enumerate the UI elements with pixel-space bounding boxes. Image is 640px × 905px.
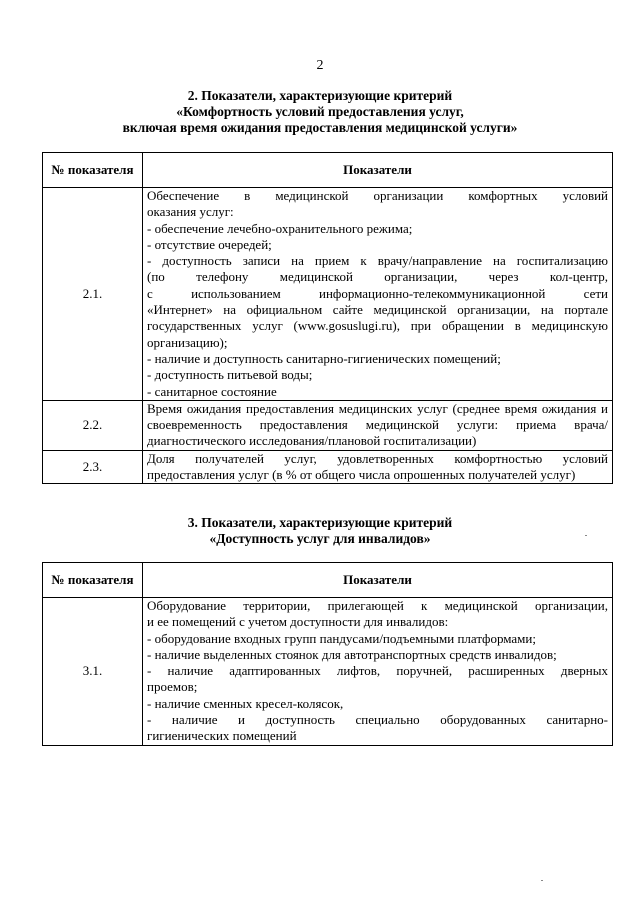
row-indicators: Оборудование территории, прилегающей к медицинской организации, и ее помещений с учетом доступности для инвалидов: - оборудование входных групп пандусами/подъемными платформами; - наличие выделенных стоянок для автотранспортных средств инвалидов; - наличие адаптированных лифтов, поручней, расширенных дверных проемов; - наличие сменных кресел-колясок, - наличие и доступность специально оборудованных санитарно- гигиенических помещений (143, 598, 613, 746)
column-header-indicators: Показатели (143, 153, 613, 188)
section-3-table (42, 562, 613, 746)
row-number: 2.1. (43, 188, 143, 401)
scan-speck (541, 880, 543, 881)
section-2-title: 2. Показатели, характеризующие критерий «Комфортность условий предоставления услуг, включая время ожидания предоставления медицинской услуги» (122, 88, 518, 135)
row-indicators: Обеспечение в медицинской организации комфортных условий оказания услуг: - обеспечение лечебно-охранительного режима; - отсутствие очередей; - доступность записи на прием к врачу/направление на госпитализацию (по телефону медицинской организации, через кол-центр, с использованием информационно-телекоммуникационной сети «Интернет» на официальном сайте медицинской организации, на портале государственных услуг (www.gosuslugi.ru), при обращении в медицинскую организацию); - наличие и доступность санитарно-гигиенических помещений; - доступность питьевой воды; - санитарное состояние (143, 188, 613, 401)
row-number: 2.3. (43, 450, 143, 484)
row-indicators: Время ожидания предоставления медицинских услуг (среднее время ожидания и своевременность предоставления медицинской услуги: приема врача/диагностического исследования/плановой госпитализации) (143, 400, 613, 450)
column-header-number: № показателя (43, 563, 143, 598)
column-header-indicators: Показатели (143, 563, 613, 598)
row-number: 3.1. (43, 598, 143, 746)
row-indicators: Доля получателей услуг, удовлетворенных комфортностью условий предоставления услуг (в % от общего числа опрошенных получателей услуг) (143, 450, 613, 484)
row-number: 2.2. (43, 400, 143, 450)
section-2-table (42, 152, 613, 484)
table-row (43, 450, 613, 484)
table-header-row (43, 153, 613, 188)
scan-speck (585, 535, 587, 536)
section-3-title: 3. Показатели, характеризующие критерий «Доступность услуг для инвалидов» (187, 515, 453, 546)
table-header-row (43, 563, 613, 598)
table-row (43, 598, 613, 746)
table-row (43, 188, 613, 401)
page-number: 2 (316, 58, 324, 73)
table-row (43, 400, 613, 450)
column-header-number: № показателя (43, 153, 143, 188)
